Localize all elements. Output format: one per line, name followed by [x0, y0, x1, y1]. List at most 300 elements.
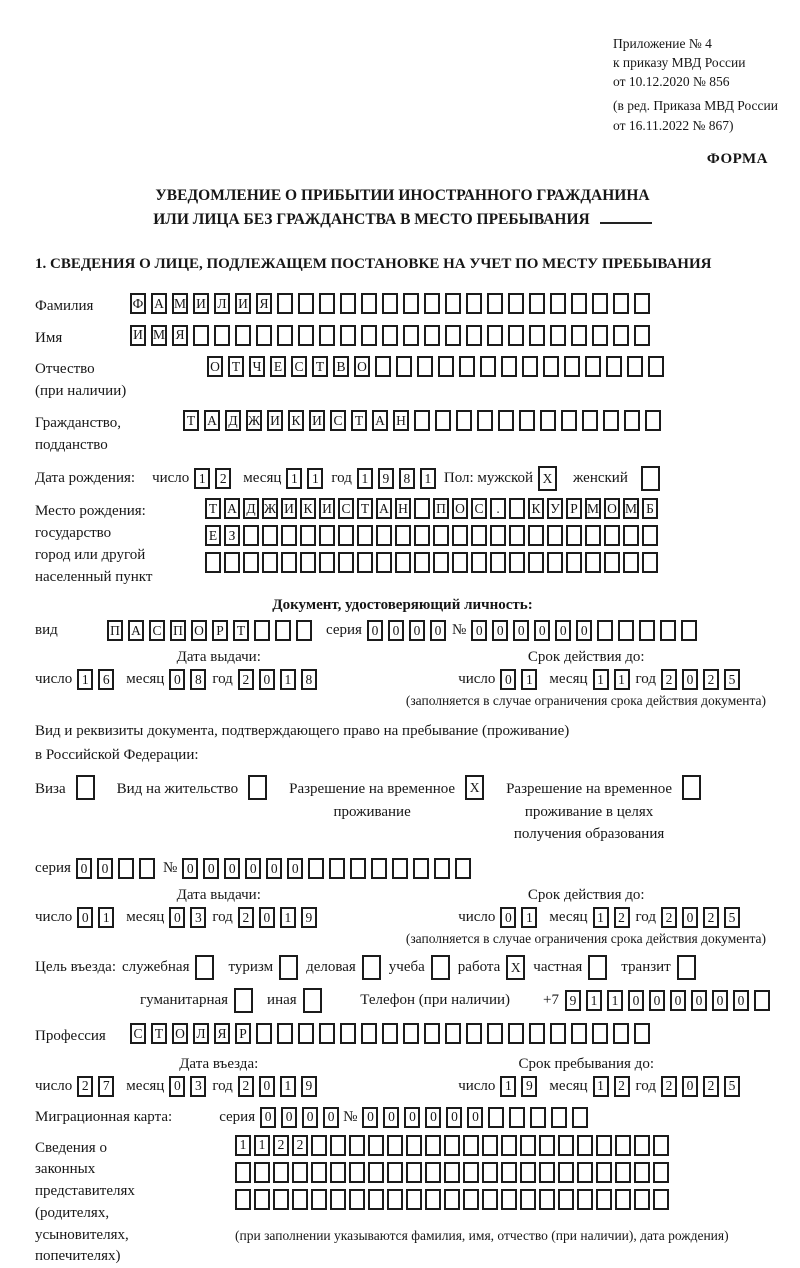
char-box[interactable]: С [338, 498, 354, 519]
char-box[interactable]: 1 [593, 907, 609, 928]
char-box[interactable]: 9 [301, 1076, 317, 1097]
char-box[interactable]: О [604, 498, 620, 519]
char-box[interactable] [330, 1162, 346, 1183]
char-box[interactable]: З [224, 525, 240, 546]
char-box[interactable]: 9 [521, 1076, 537, 1097]
char-box[interactable]: И [193, 293, 209, 314]
char-box[interactable] [634, 1162, 650, 1183]
char-box[interactable] [466, 293, 482, 314]
char-box[interactable]: Е [270, 356, 286, 377]
char-box[interactable] [205, 552, 221, 573]
char-box[interactable] [308, 858, 324, 879]
char-box[interactable]: 1 [500, 1076, 516, 1097]
char-box[interactable]: 0 [471, 620, 487, 641]
char-box[interactable]: И [319, 498, 335, 519]
char-box[interactable] [551, 1107, 567, 1128]
char-box[interactable]: 8 [399, 468, 415, 489]
char-box[interactable] [588, 955, 607, 980]
char-box[interactable]: 1 [280, 669, 296, 690]
char-box[interactable] [319, 1023, 335, 1044]
char-box[interactable] [425, 1162, 441, 1183]
char-box[interactable] [490, 525, 506, 546]
char-box[interactable]: X [465, 775, 484, 800]
char-box[interactable] [330, 1135, 346, 1156]
char-box[interactable]: 2 [238, 907, 254, 928]
char-box[interactable] [634, 325, 650, 346]
char-box[interactable] [592, 325, 608, 346]
char-box[interactable] [487, 1023, 503, 1044]
char-box[interactable] [406, 1162, 422, 1183]
char-box[interactable] [508, 1023, 524, 1044]
char-box[interactable] [368, 1162, 384, 1183]
char-box[interactable] [604, 552, 620, 573]
char-box[interactable] [645, 410, 661, 431]
char-box[interactable]: 2 [273, 1135, 289, 1156]
char-box[interactable] [273, 1189, 289, 1210]
char-box[interactable] [256, 325, 272, 346]
char-box[interactable] [501, 1189, 517, 1210]
char-box[interactable] [413, 858, 429, 879]
char-box[interactable]: М [585, 498, 601, 519]
char-box[interactable]: 0 [712, 990, 728, 1011]
char-box[interactable]: 7 [98, 1076, 114, 1097]
char-box[interactable] [547, 552, 563, 573]
char-box[interactable]: Ж [246, 410, 262, 431]
char-box[interactable] [596, 1162, 612, 1183]
char-box[interactable] [234, 988, 253, 1013]
char-box[interactable]: М [151, 325, 167, 346]
char-box[interactable] [653, 1135, 669, 1156]
char-box[interactable]: 0 [323, 1107, 339, 1128]
char-box[interactable]: 0 [169, 669, 185, 690]
char-box[interactable]: 0 [169, 907, 185, 928]
char-box[interactable] [509, 498, 525, 519]
char-box[interactable] [528, 525, 544, 546]
char-box[interactable] [615, 1162, 631, 1183]
char-box[interactable]: 0 [77, 907, 93, 928]
char-box[interactable]: В [333, 356, 349, 377]
char-box[interactable] [482, 1135, 498, 1156]
char-box[interactable]: Т [205, 498, 221, 519]
char-box[interactable] [340, 325, 356, 346]
char-box[interactable] [660, 620, 676, 641]
char-box[interactable] [577, 1189, 593, 1210]
char-box[interactable] [627, 356, 643, 377]
char-box[interactable]: 2 [703, 669, 719, 690]
char-box[interactable] [406, 1135, 422, 1156]
char-box[interactable] [350, 858, 366, 879]
char-box[interactable] [572, 1107, 588, 1128]
char-box[interactable]: X [538, 466, 557, 491]
char-box[interactable] [634, 1023, 650, 1044]
char-box[interactable]: К [300, 498, 316, 519]
char-box[interactable]: Р [212, 620, 228, 641]
char-box[interactable] [357, 552, 373, 573]
char-box[interactable] [387, 1135, 403, 1156]
char-box[interactable] [634, 1135, 650, 1156]
char-box[interactable]: 9 [378, 468, 394, 489]
char-box[interactable]: С [149, 620, 165, 641]
char-box[interactable] [395, 525, 411, 546]
char-box[interactable] [300, 552, 316, 573]
char-box[interactable]: 0 [691, 990, 707, 1011]
char-box[interactable] [382, 293, 398, 314]
char-box[interactable]: 0 [733, 990, 749, 1011]
char-box[interactable]: Ф [130, 293, 146, 314]
char-box[interactable] [403, 325, 419, 346]
char-box[interactable] [311, 1189, 327, 1210]
char-box[interactable] [254, 1162, 270, 1183]
char-box[interactable]: И [267, 410, 283, 431]
char-box[interactable] [214, 325, 230, 346]
char-box[interactable] [433, 552, 449, 573]
char-box[interactable]: 0 [628, 990, 644, 1011]
char-box[interactable]: 9 [565, 990, 581, 1011]
char-box[interactable] [540, 410, 556, 431]
char-box[interactable]: С [291, 356, 307, 377]
char-box[interactable]: П [107, 620, 123, 641]
char-box[interactable] [522, 356, 538, 377]
char-box[interactable] [438, 356, 454, 377]
char-box[interactable] [371, 858, 387, 879]
char-box[interactable] [539, 1135, 555, 1156]
char-box[interactable] [195, 955, 214, 980]
char-box[interactable]: А [224, 498, 240, 519]
char-box[interactable] [361, 325, 377, 346]
char-box[interactable] [528, 552, 544, 573]
char-box[interactable] [387, 1162, 403, 1183]
char-box[interactable]: 5 [724, 669, 740, 690]
char-box[interactable] [349, 1162, 365, 1183]
char-box[interactable]: 2 [238, 1076, 254, 1097]
char-box[interactable]: Е [205, 525, 221, 546]
char-box[interactable]: 0 [281, 1107, 297, 1128]
char-box[interactable] [414, 498, 430, 519]
char-box[interactable] [596, 1135, 612, 1156]
char-box[interactable]: 1 [357, 468, 373, 489]
char-box[interactable] [681, 620, 697, 641]
char-box[interactable] [387, 1189, 403, 1210]
char-box[interactable]: Д [225, 410, 241, 431]
char-box[interactable]: 0 [245, 858, 261, 879]
char-box[interactable] [566, 552, 582, 573]
char-box[interactable]: И [309, 410, 325, 431]
char-box[interactable] [498, 410, 514, 431]
char-box[interactable] [482, 1189, 498, 1210]
char-box[interactable] [368, 1189, 384, 1210]
char-box[interactable] [329, 858, 345, 879]
char-box[interactable] [76, 775, 95, 800]
char-box[interactable]: X [506, 955, 525, 980]
char-box[interactable]: 2 [215, 468, 231, 489]
char-box[interactable]: 3 [190, 907, 206, 928]
char-box[interactable] [642, 525, 658, 546]
char-box[interactable]: 2 [661, 907, 677, 928]
char-box[interactable] [582, 410, 598, 431]
char-box[interactable]: 2 [77, 1076, 93, 1097]
char-box[interactable] [508, 325, 524, 346]
char-box[interactable] [634, 293, 650, 314]
char-box[interactable] [642, 552, 658, 573]
char-box[interactable]: 5 [724, 1076, 740, 1097]
char-box[interactable]: Т [233, 620, 249, 641]
char-box[interactable]: 0 [76, 858, 92, 879]
char-box[interactable] [417, 356, 433, 377]
char-box[interactable] [357, 525, 373, 546]
char-box[interactable] [571, 325, 587, 346]
char-box[interactable] [639, 620, 655, 641]
char-box[interactable] [596, 1189, 612, 1210]
char-box[interactable] [520, 1162, 536, 1183]
char-box[interactable]: 0 [182, 858, 198, 879]
char-box[interactable]: 0 [224, 858, 240, 879]
char-box[interactable] [376, 552, 392, 573]
char-box[interactable]: 0 [259, 669, 275, 690]
char-box[interactable] [298, 1023, 314, 1044]
char-box[interactable] [592, 1023, 608, 1044]
char-box[interactable] [463, 1135, 479, 1156]
char-box[interactable]: Т [183, 410, 199, 431]
char-box[interactable] [235, 1162, 251, 1183]
char-box[interactable]: А [151, 293, 167, 314]
char-box[interactable] [224, 552, 240, 573]
char-box[interactable] [319, 325, 335, 346]
char-box[interactable] [340, 1023, 356, 1044]
char-box[interactable]: О [354, 356, 370, 377]
char-box[interactable] [311, 1162, 327, 1183]
char-box[interactable]: 8 [190, 669, 206, 690]
char-box[interactable]: 1 [280, 907, 296, 928]
char-box[interactable] [435, 410, 451, 431]
char-box[interactable] [585, 525, 601, 546]
char-box[interactable] [466, 1023, 482, 1044]
char-box[interactable] [585, 552, 601, 573]
char-box[interactable] [641, 466, 660, 491]
char-box[interactable] [558, 1162, 574, 1183]
char-box[interactable] [235, 325, 251, 346]
char-box[interactable]: 0 [404, 1107, 420, 1128]
char-box[interactable] [754, 990, 770, 1011]
char-box[interactable] [623, 552, 639, 573]
char-box[interactable]: Т [312, 356, 328, 377]
char-box[interactable]: 1 [586, 990, 602, 1011]
char-box[interactable]: Я [172, 325, 188, 346]
char-box[interactable] [139, 858, 155, 879]
char-box[interactable] [118, 858, 134, 879]
char-box[interactable] [300, 525, 316, 546]
char-box[interactable] [403, 293, 419, 314]
char-box[interactable]: Ж [262, 498, 278, 519]
char-box[interactable]: 0 [555, 620, 571, 641]
char-box[interactable] [547, 525, 563, 546]
char-box[interactable] [298, 293, 314, 314]
char-box[interactable] [566, 525, 582, 546]
char-box[interactable]: У [547, 498, 563, 519]
char-box[interactable]: А [376, 498, 392, 519]
char-box[interactable] [613, 325, 629, 346]
char-box[interactable] [501, 356, 517, 377]
char-box[interactable] [319, 293, 335, 314]
char-box[interactable] [543, 356, 559, 377]
char-box[interactable] [193, 325, 209, 346]
char-box[interactable] [530, 1107, 546, 1128]
char-box[interactable] [368, 1135, 384, 1156]
char-box[interactable]: 2 [614, 1076, 630, 1097]
char-box[interactable]: Л [193, 1023, 209, 1044]
char-box[interactable]: 0 [492, 620, 508, 641]
char-box[interactable]: 0 [287, 858, 303, 879]
char-box[interactable]: 0 [670, 990, 686, 1011]
char-box[interactable] [501, 1135, 517, 1156]
char-box[interactable] [296, 620, 312, 641]
char-box[interactable]: 0 [682, 1076, 698, 1097]
char-box[interactable] [624, 410, 640, 431]
char-box[interactable]: 0 [388, 620, 404, 641]
char-box[interactable] [281, 552, 297, 573]
char-box[interactable]: 2 [703, 1076, 719, 1097]
char-box[interactable]: Б [642, 498, 658, 519]
char-box[interactable] [424, 293, 440, 314]
char-box[interactable]: А [204, 410, 220, 431]
char-box[interactable] [414, 525, 430, 546]
char-box[interactable] [444, 1189, 460, 1210]
char-box[interactable]: О [452, 498, 468, 519]
char-box[interactable] [445, 1023, 461, 1044]
char-box[interactable]: И [130, 325, 146, 346]
char-box[interactable] [508, 293, 524, 314]
char-box[interactable] [529, 1023, 545, 1044]
char-box[interactable] [455, 858, 471, 879]
char-box[interactable]: 0 [576, 620, 592, 641]
char-box[interactable]: Н [393, 410, 409, 431]
char-box[interactable]: М [623, 498, 639, 519]
char-box[interactable]: 5 [724, 907, 740, 928]
char-box[interactable] [262, 525, 278, 546]
char-box[interactable] [487, 293, 503, 314]
char-box[interactable] [311, 1135, 327, 1156]
char-box[interactable] [254, 1189, 270, 1210]
char-box[interactable] [298, 325, 314, 346]
char-box[interactable] [281, 525, 297, 546]
char-box[interactable] [445, 325, 461, 346]
char-box[interactable]: А [372, 410, 388, 431]
char-box[interactable] [414, 410, 430, 431]
char-box[interactable]: А [128, 620, 144, 641]
char-box[interactable]: Д [243, 498, 259, 519]
char-box[interactable]: С [330, 410, 346, 431]
char-box[interactable] [558, 1135, 574, 1156]
char-box[interactable]: 0 [362, 1107, 378, 1128]
char-box[interactable] [425, 1135, 441, 1156]
char-box[interactable] [550, 1023, 566, 1044]
char-box[interactable] [577, 1135, 593, 1156]
char-box[interactable] [653, 1162, 669, 1183]
char-box[interactable]: 0 [266, 858, 282, 879]
char-box[interactable] [292, 1189, 308, 1210]
char-box[interactable] [613, 293, 629, 314]
char-box[interactable] [606, 356, 622, 377]
char-box[interactable] [361, 1023, 377, 1044]
char-box[interactable]: Т [351, 410, 367, 431]
char-box[interactable] [550, 325, 566, 346]
char-box[interactable]: 0 [534, 620, 550, 641]
char-box[interactable]: Т [357, 498, 373, 519]
char-box[interactable] [571, 293, 587, 314]
char-box[interactable]: 1 [254, 1135, 270, 1156]
char-box[interactable]: 0 [409, 620, 425, 641]
char-box[interactable] [519, 410, 535, 431]
char-box[interactable] [452, 552, 468, 573]
char-box[interactable] [319, 525, 335, 546]
char-box[interactable]: 0 [467, 1107, 483, 1128]
char-box[interactable]: Р [235, 1023, 251, 1044]
char-box[interactable] [275, 620, 291, 641]
char-box[interactable] [682, 775, 701, 800]
char-box[interactable] [452, 525, 468, 546]
char-box[interactable]: 1 [593, 1076, 609, 1097]
char-box[interactable] [330, 1189, 346, 1210]
char-box[interactable]: Н [395, 498, 411, 519]
char-box[interactable] [277, 325, 293, 346]
char-box[interactable] [273, 1162, 289, 1183]
char-box[interactable] [615, 1135, 631, 1156]
char-box[interactable]: 2 [238, 669, 254, 690]
char-box[interactable] [490, 552, 506, 573]
char-box[interactable] [431, 955, 450, 980]
char-box[interactable]: 0 [649, 990, 665, 1011]
char-box[interactable] [362, 955, 381, 980]
char-box[interactable] [577, 1162, 593, 1183]
char-box[interactable] [243, 552, 259, 573]
char-box[interactable] [477, 410, 493, 431]
char-box[interactable] [634, 1189, 650, 1210]
char-box[interactable]: Р [566, 498, 582, 519]
char-box[interactable]: 0 [682, 907, 698, 928]
char-box[interactable] [597, 620, 613, 641]
char-box[interactable] [319, 552, 335, 573]
char-box[interactable] [623, 525, 639, 546]
char-box[interactable] [434, 858, 450, 879]
char-box[interactable]: 8 [301, 669, 317, 690]
char-box[interactable]: 0 [260, 1107, 276, 1128]
char-box[interactable] [361, 293, 377, 314]
char-box[interactable] [425, 1189, 441, 1210]
char-box[interactable]: 0 [430, 620, 446, 641]
char-box[interactable] [520, 1135, 536, 1156]
char-box[interactable]: 0 [425, 1107, 441, 1128]
char-box[interactable] [463, 1162, 479, 1183]
char-box[interactable]: С [471, 498, 487, 519]
char-box[interactable]: П [170, 620, 186, 641]
char-box[interactable]: 2 [661, 1076, 677, 1097]
char-box[interactable] [648, 356, 664, 377]
char-box[interactable] [424, 1023, 440, 1044]
char-box[interactable]: О [172, 1023, 188, 1044]
char-box[interactable]: 1 [521, 907, 537, 928]
char-box[interactable] [456, 410, 472, 431]
char-box[interactable]: 1 [194, 468, 210, 489]
char-box[interactable] [254, 620, 270, 641]
char-box[interactable]: 1 [607, 990, 623, 1011]
char-box[interactable]: 2 [614, 907, 630, 928]
char-box[interactable]: 0 [259, 907, 275, 928]
char-box[interactable]: 1 [98, 907, 114, 928]
char-box[interactable]: 1 [521, 669, 537, 690]
char-box[interactable]: Т [151, 1023, 167, 1044]
char-box[interactable] [564, 356, 580, 377]
char-box[interactable] [482, 1162, 498, 1183]
char-box[interactable]: М [172, 293, 188, 314]
